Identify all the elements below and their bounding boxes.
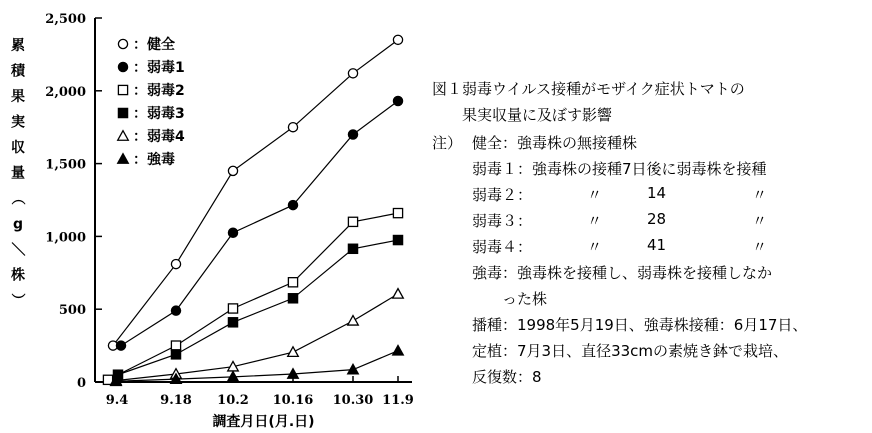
note-label: 注） — [432, 134, 463, 152]
x-tick-label: 10.16 — [272, 393, 314, 408]
data-point — [171, 306, 180, 315]
x-tick-label: 10.2 — [217, 393, 249, 408]
data-point — [171, 341, 180, 350]
data-point — [393, 96, 402, 105]
note-mild4-ditto1: 〃 — [587, 238, 603, 256]
note-mild2-label: 弱毒２： — [472, 186, 533, 204]
note-mild2-ditto2: 〃 — [752, 186, 768, 204]
note-mild3-label: 弱毒３： — [472, 212, 533, 230]
legend-label: ：強毒 — [133, 152, 175, 168]
data-point — [288, 294, 297, 303]
y-tick-label: 1,500 — [45, 157, 86, 173]
data-point — [288, 200, 297, 209]
x-tick-label: 11.9 — [382, 393, 414, 408]
y-axis-label-char: （ — [9, 191, 25, 205]
note-severe-cont: った株 — [502, 290, 548, 308]
legend-marker — [118, 108, 127, 117]
x-tick-label: 9.18 — [160, 393, 192, 408]
legend-label: ：弱毒3 — [133, 106, 185, 122]
note-mild4-ditto2: 〃 — [752, 238, 768, 256]
note-sowing: 播種：1998年5月19日、強毒株接種：6月17日、 — [472, 316, 808, 334]
y-axis-label-char: 実 — [11, 114, 25, 131]
data-point — [228, 318, 237, 327]
data-point — [348, 69, 357, 78]
legend-label: ：弱毒1 — [133, 60, 185, 76]
legend-marker — [118, 131, 129, 141]
note-healthy: 健全：強毒株の無接種株 — [472, 134, 638, 152]
caption-title-line2: 果実収量に及ぼす影響 — [462, 106, 613, 124]
note-replicates: 反復数：8 — [472, 368, 542, 386]
x-axis-label: 調査月日(月.日) — [212, 414, 315, 430]
data-point — [288, 123, 297, 132]
y-axis-label-char: ／ — [9, 242, 25, 256]
note-mild4-label: 弱毒４： — [472, 238, 533, 256]
y-axis-label-char: 積 — [11, 63, 25, 80]
y-tick-label: 1,000 — [45, 230, 86, 246]
note-mild3-days: 28 — [647, 210, 667, 228]
data-point — [228, 304, 237, 313]
legend-marker — [118, 85, 127, 94]
data-point — [348, 364, 359, 374]
x-tick-label: 9.4 — [105, 393, 129, 408]
data-point — [116, 341, 125, 350]
data-point — [393, 345, 404, 355]
y-axis-label-char: g — [12, 216, 24, 233]
note-mild3-ditto2: 〃 — [752, 212, 768, 230]
data-point — [348, 244, 357, 253]
data-point — [228, 228, 237, 237]
data-point — [393, 35, 402, 44]
data-point — [348, 217, 357, 226]
y-axis-label-char: 果 — [11, 89, 25, 105]
y-tick-label: 2,500 — [45, 12, 86, 27]
y-axis-label-char: 収 — [11, 140, 25, 156]
data-point — [171, 350, 180, 359]
series-line — [116, 294, 398, 381]
y-axis-label-char: 株 — [11, 267, 25, 284]
note-severe: 強毒：強毒株を接種し、弱毒株を接種しなか — [472, 264, 773, 282]
legend-label: ：弱毒4 — [133, 129, 185, 145]
data-point — [228, 166, 237, 175]
caption-title-line1: 図１弱毒ウイルス接種がモザイク症状トマトの — [432, 80, 745, 98]
y-tick-label: 2,000 — [45, 84, 86, 100]
series-line — [116, 351, 398, 382]
note-mild3-ditto1: 〃 — [587, 212, 603, 230]
data-point — [348, 130, 357, 139]
legend-marker — [118, 154, 129, 164]
y-tick-label: 0 — [76, 376, 86, 391]
y-tick-label: 500 — [58, 303, 86, 319]
note-mild1: 弱毒１：強毒株の接種7日後に弱毒株を接種 — [472, 160, 767, 178]
note-mild4-days: 41 — [647, 236, 667, 254]
legend-marker — [118, 62, 127, 71]
data-point — [393, 209, 402, 218]
x-tick-label: 10.30 — [332, 393, 374, 408]
legend-marker — [118, 39, 127, 48]
data-point — [288, 278, 297, 287]
data-point — [393, 235, 402, 244]
yield-chart — [0, 0, 430, 433]
y-axis-label-char: 量 — [11, 165, 25, 182]
data-point — [393, 289, 404, 299]
note-mild2-ditto1: 〃 — [587, 186, 603, 204]
y-axis-label-char: 累 — [11, 38, 25, 54]
series-line — [118, 240, 398, 375]
note-mild2-days: 14 — [647, 184, 667, 202]
y-axis-label-char: ） — [9, 293, 25, 307]
legend-label: ：健全 — [133, 37, 175, 53]
legend-label: ：弱毒2 — [133, 83, 185, 99]
data-point — [171, 259, 180, 268]
note-planting: 定植：7月3日、直径33cmの素焼き鉢で栽培、 — [472, 342, 789, 360]
data-point — [288, 347, 299, 357]
data-point — [348, 316, 359, 326]
